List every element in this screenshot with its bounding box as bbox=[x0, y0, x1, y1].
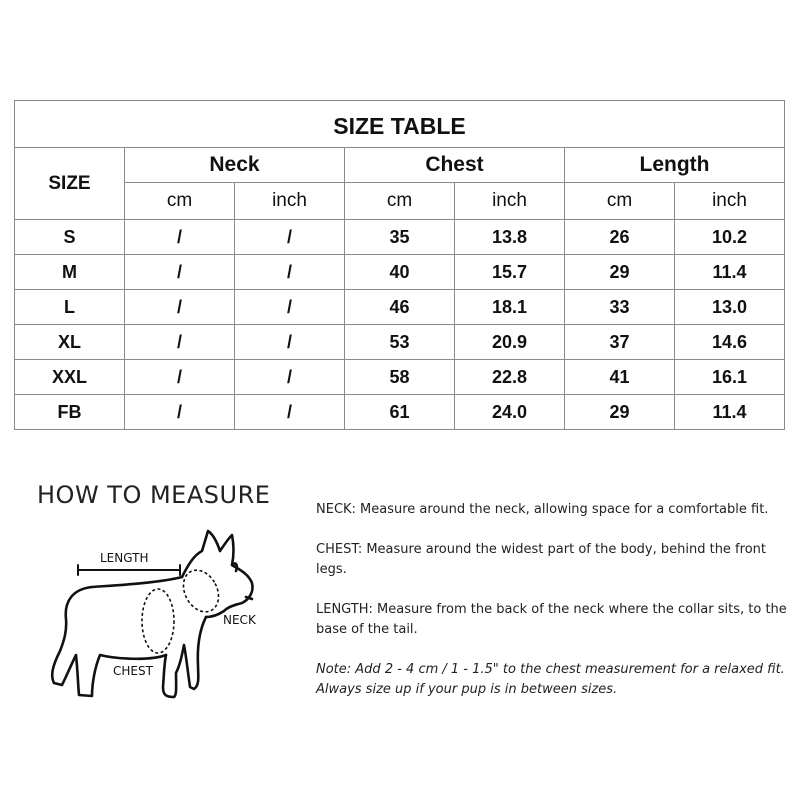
table-unit-row bbox=[15, 183, 785, 220]
table-cell: / bbox=[125, 395, 235, 430]
table-cell: 33 bbox=[565, 290, 675, 325]
length-marker bbox=[78, 565, 180, 575]
table-cell: 29 bbox=[565, 255, 675, 290]
table-cell: 46 bbox=[345, 290, 455, 325]
table-cell: 41 bbox=[565, 360, 675, 395]
table-cell: 37 bbox=[565, 325, 675, 360]
table-cell: 40 bbox=[345, 255, 455, 290]
table-row bbox=[15, 360, 785, 395]
table-cell: / bbox=[125, 325, 235, 360]
table-cell: 26 bbox=[565, 220, 675, 255]
how-to-measure-title: HOW TO MEASURE bbox=[37, 481, 271, 509]
table-group-row bbox=[15, 148, 785, 183]
length-group-header: Length bbox=[565, 148, 785, 183]
unit-header: inch bbox=[675, 183, 785, 220]
table-title-row bbox=[15, 101, 785, 148]
table-cell: / bbox=[125, 220, 235, 255]
size-cell: M bbox=[15, 255, 125, 290]
chest-instruction: CHEST: Measure around the widest part of the body, behind the front legs. bbox=[316, 542, 766, 577]
unit-header: cm bbox=[565, 183, 675, 220]
table-cell: 11.4 bbox=[675, 395, 785, 430]
chest-loop bbox=[142, 589, 174, 653]
neck-instruction: NECK: Measure around the neck, allowing space for a comfortable fit. bbox=[316, 502, 769, 517]
table-cell: 35 bbox=[345, 220, 455, 255]
measure-instructions bbox=[316, 500, 796, 720]
table-cell: / bbox=[235, 395, 345, 430]
chest-label: CHEST bbox=[113, 664, 153, 678]
unit-header: cm bbox=[345, 183, 455, 220]
table-cell: 58 bbox=[345, 360, 455, 395]
neck-group-header: Neck bbox=[125, 148, 345, 183]
unit-header: cm bbox=[125, 183, 235, 220]
table-cell: 20.9 bbox=[455, 325, 565, 360]
size-cell: S bbox=[15, 220, 125, 255]
fit-note: Note: Add 2 - 4 cm / 1 - 1.5" to the chest measurement for a relaxed fit. Always size up if your pup is in between sizes. bbox=[316, 662, 785, 697]
table-row bbox=[15, 255, 785, 290]
table-cell: 11.4 bbox=[675, 255, 785, 290]
unit-header: inch bbox=[235, 183, 345, 220]
table-cell: 22.8 bbox=[455, 360, 565, 395]
table-cell: 16.1 bbox=[675, 360, 785, 395]
table-cell: 15.7 bbox=[455, 255, 565, 290]
size-cell: XL bbox=[15, 325, 125, 360]
unit-header: inch bbox=[455, 183, 565, 220]
size-cell: FB bbox=[15, 395, 125, 430]
table-cell: / bbox=[235, 220, 345, 255]
table-cell: / bbox=[235, 290, 345, 325]
table-cell: / bbox=[125, 255, 235, 290]
table-cell: 18.1 bbox=[455, 290, 565, 325]
size-table bbox=[14, 100, 785, 430]
table-title: SIZE TABLE bbox=[15, 101, 785, 148]
table-cell: 14.6 bbox=[675, 325, 785, 360]
length-label: LENGTH bbox=[100, 551, 149, 565]
table-cell: 61 bbox=[345, 395, 455, 430]
size-cell: XXL bbox=[15, 360, 125, 395]
table-row bbox=[15, 395, 785, 430]
table-cell: / bbox=[125, 290, 235, 325]
length-instruction: LENGTH: Measure from the back of the neck where the collar sits, to the base of the tail. bbox=[316, 602, 787, 637]
table-cell: / bbox=[125, 360, 235, 395]
table-cell: 13.0 bbox=[675, 290, 785, 325]
table-cell: 10.2 bbox=[675, 220, 785, 255]
size-column-header: SIZE bbox=[15, 148, 125, 220]
table-cell: 13.8 bbox=[455, 220, 565, 255]
table-cell: 24.0 bbox=[455, 395, 565, 430]
table-row bbox=[15, 220, 785, 255]
dog-measure-diagram bbox=[40, 525, 280, 725]
table-row bbox=[15, 290, 785, 325]
table-row bbox=[15, 325, 785, 360]
neck-label: NECK bbox=[223, 613, 256, 627]
table-cell: / bbox=[235, 360, 345, 395]
table-cell: / bbox=[235, 255, 345, 290]
size-cell: L bbox=[15, 290, 125, 325]
chest-group-header: Chest bbox=[345, 148, 565, 183]
table-cell: / bbox=[235, 325, 345, 360]
table-cell: 29 bbox=[565, 395, 675, 430]
table-cell: 53 bbox=[345, 325, 455, 360]
